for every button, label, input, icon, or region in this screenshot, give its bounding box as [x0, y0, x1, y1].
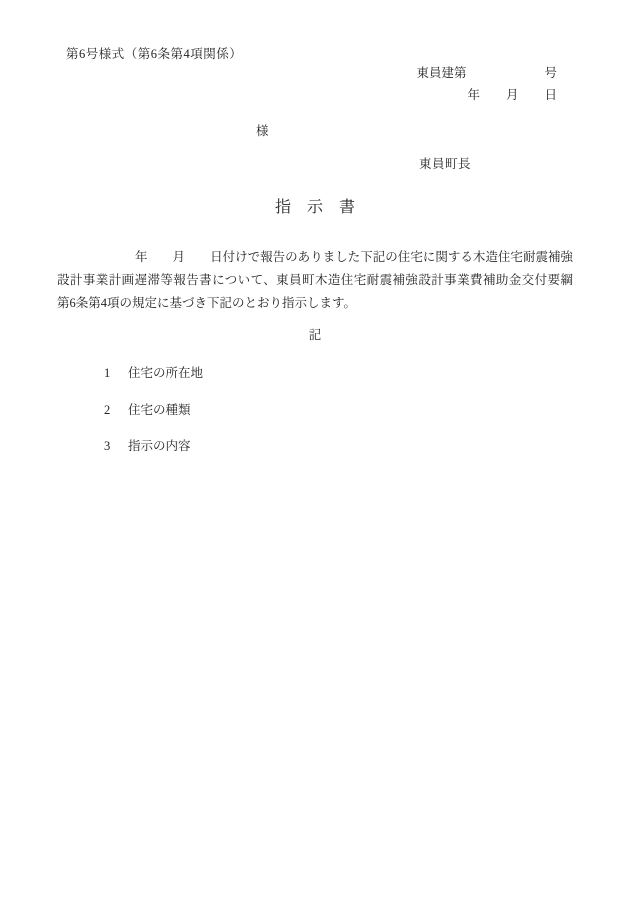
addressee-honorific: 様 — [256, 124, 269, 138]
item-list — [104, 367, 203, 477]
record-marker: 記 — [308, 328, 322, 342]
date-line — [416, 89, 557, 111]
list-item-instruction-content — [104, 440, 203, 477]
list-item-residence-location — [104, 367, 203, 404]
body-line-3: 第6条第4項の規定に基づき下記のとおり指示します。 — [57, 295, 357, 310]
sender-title: 東員町長 — [419, 157, 472, 171]
date-year-label: 年 — [467, 88, 480, 102]
form-number-label: 第6号様式（第6条第4項関係） — [66, 47, 243, 61]
list-item-residence-type — [104, 404, 203, 441]
document-title: 指 示 書 — [274, 199, 355, 216]
item-label: 住宅の種類 — [128, 402, 191, 417]
item-number: 2 — [104, 402, 111, 417]
body-line-2: 設計事業計画遅滞等報告書について、東員町木造住宅耐震補強設計事業費補助金交付要綱 — [57, 272, 573, 287]
item-label: 指示の内容 — [128, 439, 191, 453]
body-paragraph — [57, 246, 573, 314]
item-number: 3 — [104, 439, 111, 453]
item-label: 住宅の所在地 — [128, 366, 204, 380]
doc-number-line — [416, 67, 557, 89]
doc-number-suffix: 号 — [544, 66, 557, 80]
body-line-1: 年 月 日付けで報告のありました下記の住宅に関する木造住宅耐震補強 — [135, 250, 573, 264]
doc-number-block — [416, 67, 557, 111]
doc-number-prefix: 東員建第 — [416, 66, 467, 80]
date-day-label: 日 — [544, 88, 557, 102]
item-number: 1 — [104, 366, 111, 380]
date-month-label: 月 — [505, 88, 519, 102]
